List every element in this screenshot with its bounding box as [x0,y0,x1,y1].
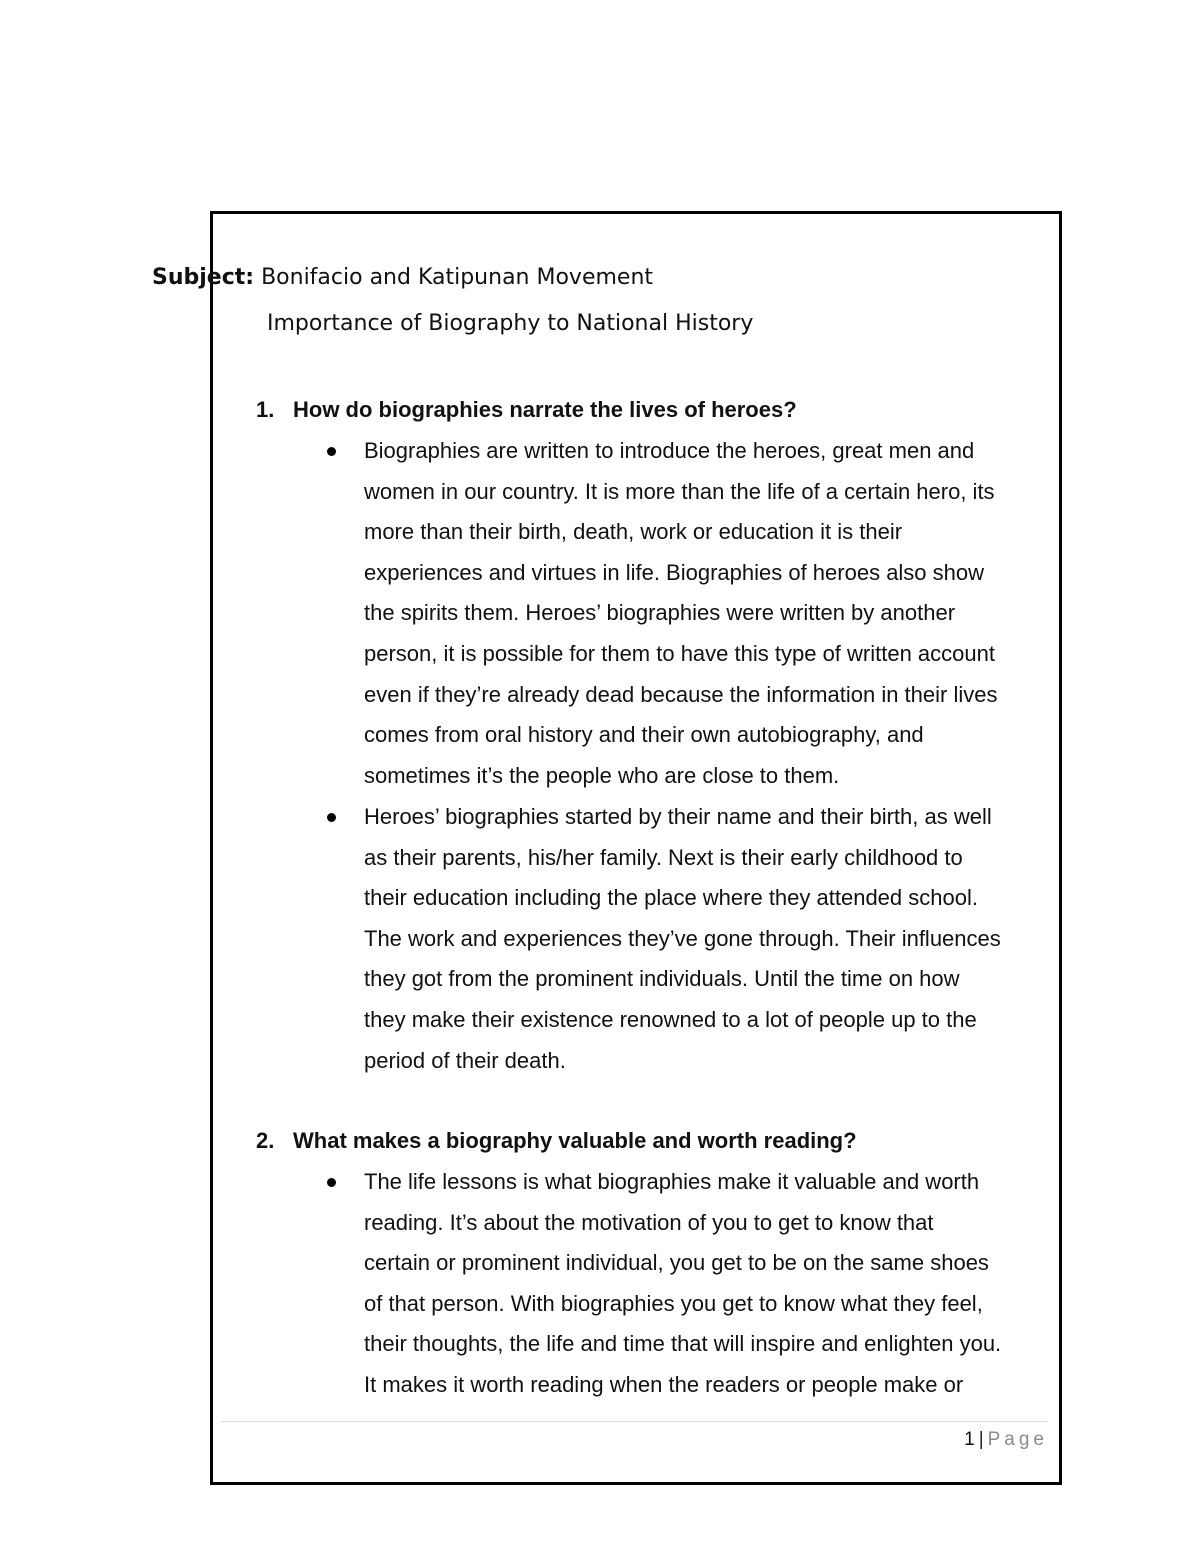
paragraph-line: period of their death. [364,1047,566,1073]
question-heading [256,1121,857,1161]
question-text: How do biographies narrate the lives of heroes? [293,397,797,422]
subject-label: Subject: [152,265,255,290]
footer-divider [222,1421,1048,1422]
paragraph-line: Heroes’ biographies started by their name and their birth, as well [364,804,992,829]
footer-separator: | [978,1429,984,1450]
paragraph-line: as their parents, his/her family. Next is their early childhood to [364,844,963,870]
question-number: 1. [256,397,275,422]
subject-value: Bonifacio and Katipunan Movement [261,265,654,290]
paragraph-line: they got from the prominent individuals. Until the time on how [364,966,960,992]
paragraph-line: of that person. With biographies you get to know what they feel, [364,1290,983,1316]
paragraph-line: the spirits them. Heroes’ biographies were written by another [364,600,956,626]
document-subtitle: Importance of Biography to National History [267,311,754,336]
paragraph-line: sometimes it’s the people who are close to them. [364,762,840,788]
paragraph-line: their education including the place where they attended school. [364,885,978,911]
paragraph-line: their thoughts, the life and time that will inspire and enlighten you. [364,1331,1002,1357]
subject-line [152,262,653,294]
paragraph-line: they make their existence renowned to a lot of people up to the [364,1006,977,1032]
paragraph-line: person, it is possible for them to have this type of written account [364,640,995,666]
paragraph-line: Biographies are written to introduce the heroes, great men and [364,438,975,463]
paragraph-line: The life lessons is what biographies make it valuable and worth [364,1169,980,1194]
bullet-icon [327,813,336,822]
bullet-paragraph [364,431,1064,796]
paragraph-line: even if they’re already dead because the information in their lives [364,681,998,707]
bullet-paragraph [364,797,1064,1081]
question-heading [256,390,797,430]
bullet-icon [327,1178,336,1187]
question-number: 2. [256,1128,275,1153]
paragraph-line: comes from oral history and their own autobiography, and [364,722,924,748]
bullet-icon [327,447,336,456]
question-text: What makes a biography valuable and worth reading? [293,1128,857,1153]
page-word: Page [987,1429,1048,1450]
paragraph-line: certain or prominent individual, you get to be on the same shoes [364,1250,989,1276]
paragraph-line: women in our country. It is more than the life of a certain hero, its [364,478,995,504]
paragraph-line: more than their birth, death, work or education it is their [364,519,903,545]
bullet-paragraph [364,1162,1064,1406]
page-footer [964,1427,1048,1453]
paragraph-line: experiences and virtues in life. Biographies of heroes also show [364,559,985,585]
paragraph-line: The work and experiences they’ve gone through. Their influences [364,925,1001,951]
page-number: 1 [964,1429,975,1450]
paragraph-line: reading. It’s about the motivation of you to get to know that [364,1209,934,1235]
paragraph-line: It makes it worth reading when the readers or people make or [364,1371,964,1397]
